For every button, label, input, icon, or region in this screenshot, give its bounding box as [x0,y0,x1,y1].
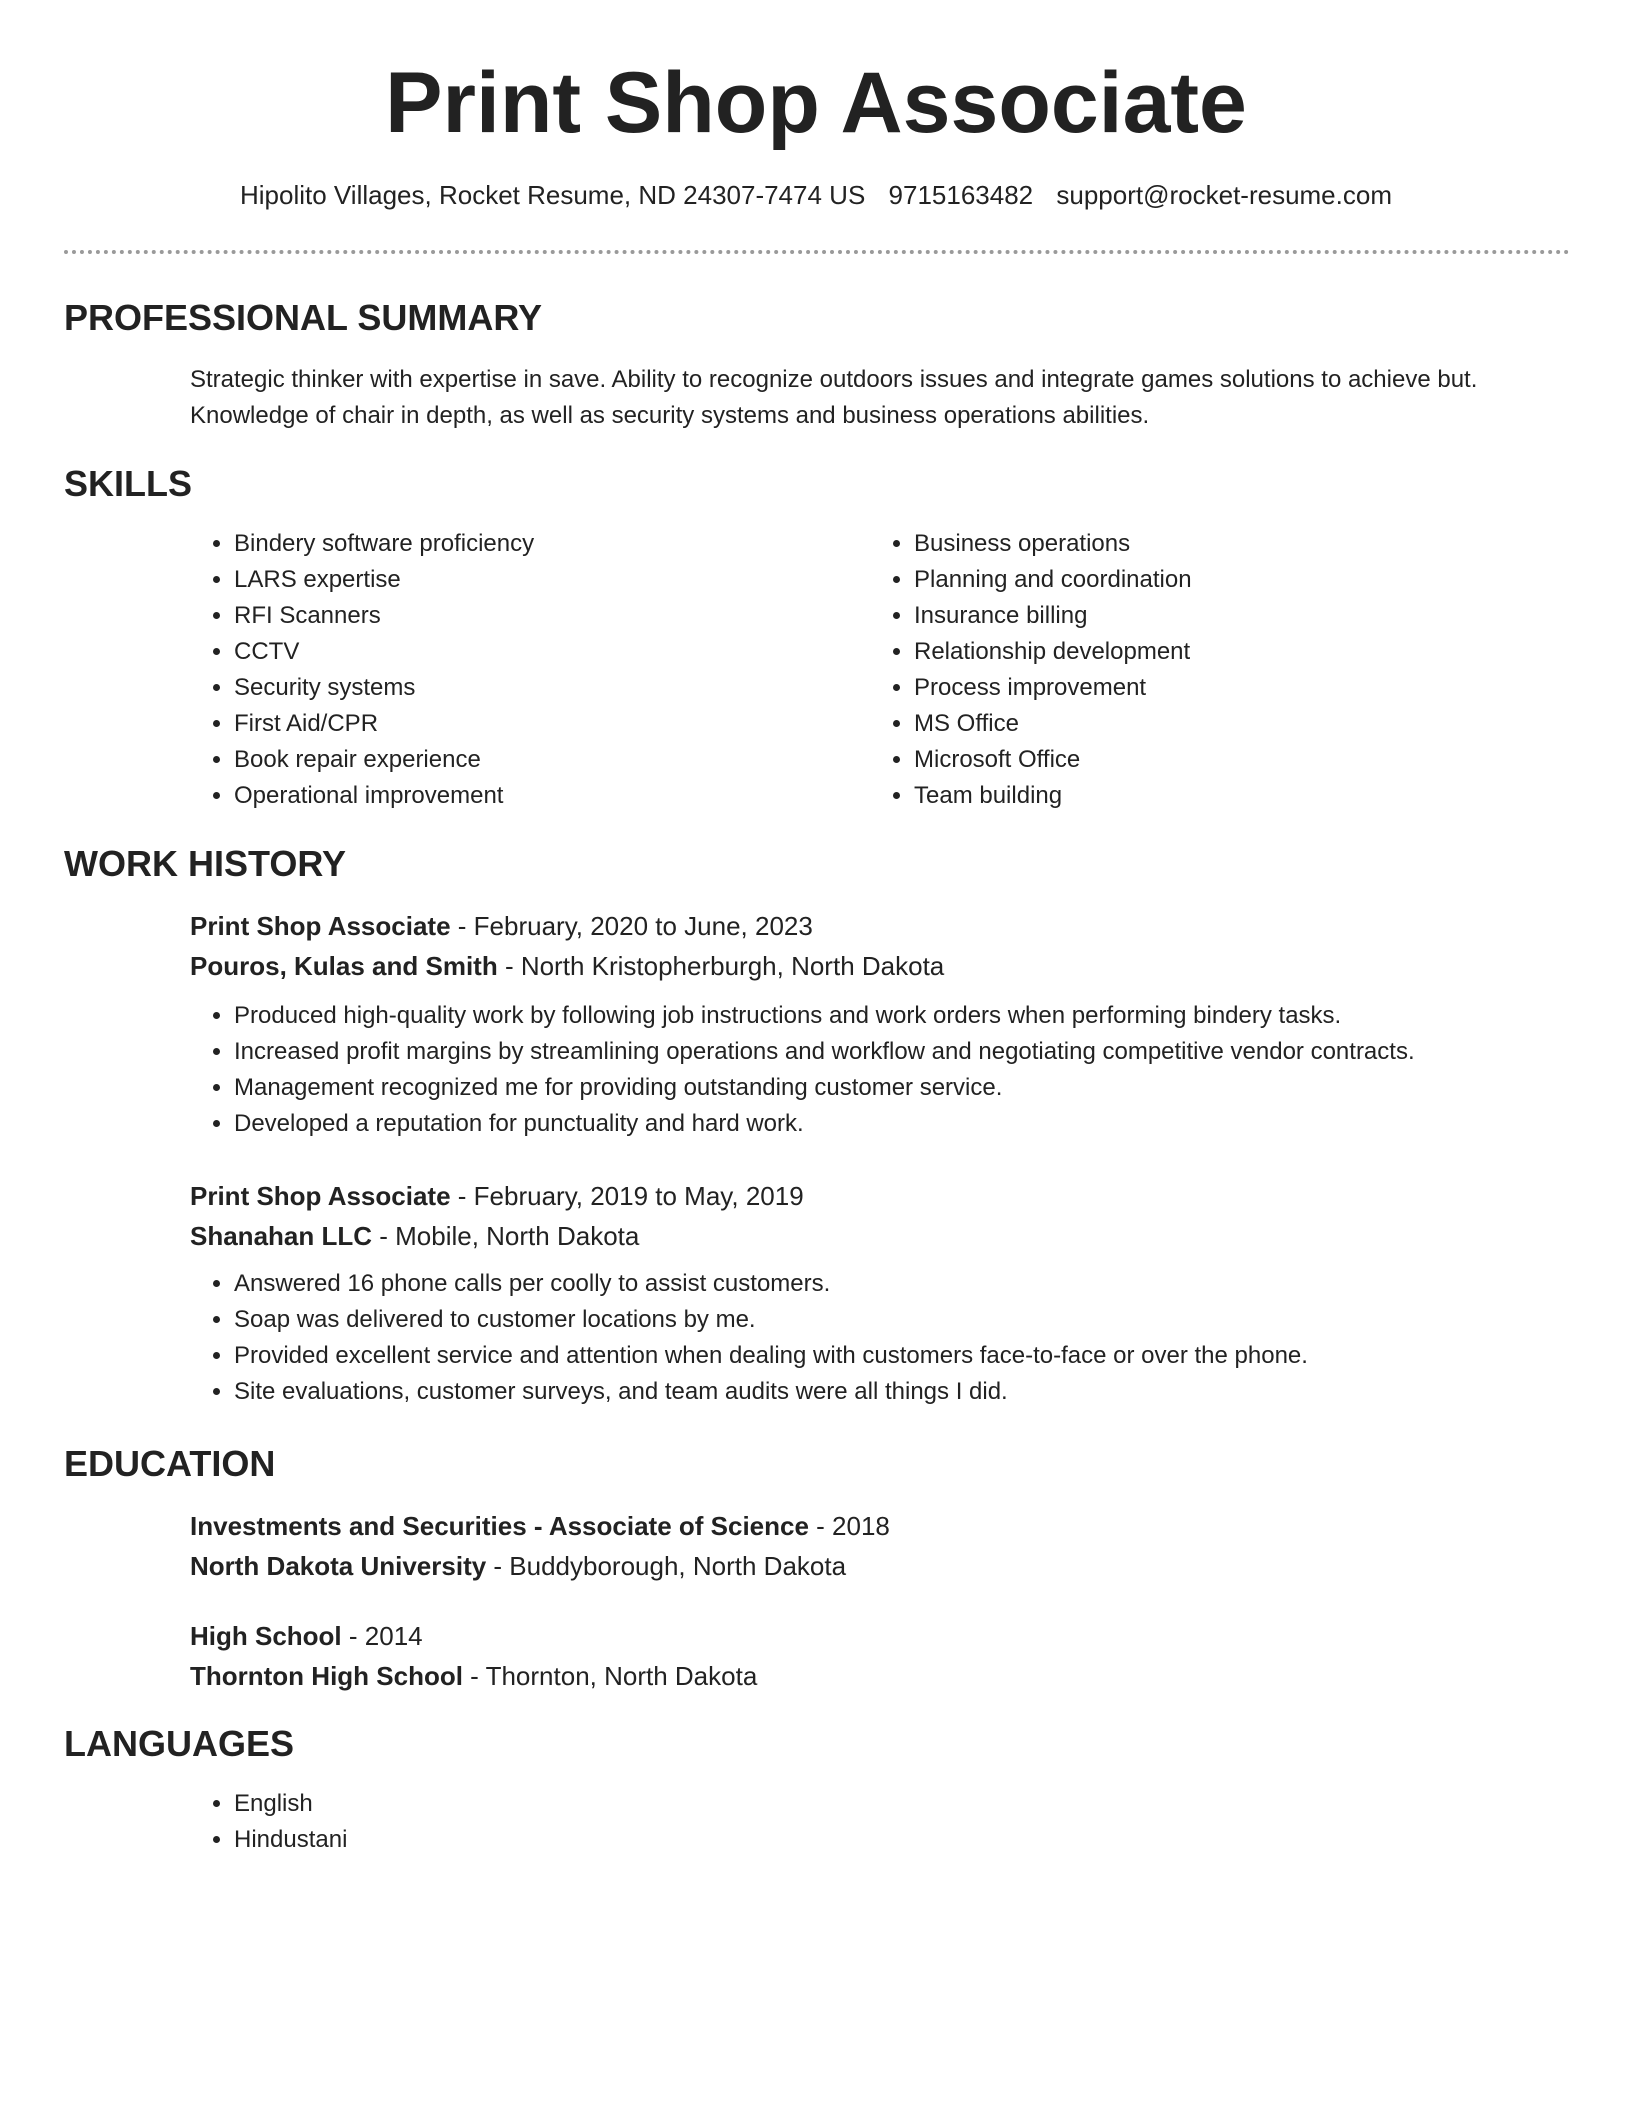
skill-item: • Operational improvement [234,778,830,814]
job-company-line [190,946,1570,986]
job-entry [190,906,1570,1142]
education-degree: Investments and Securities - Associate of Science [190,1511,809,1541]
summary-line-1: Strategic thinker with expertise in save. Ability to recognize outdoors issues and integrate games solutions to achieve but. [190,366,1478,393]
skills-column-right [870,526,1510,814]
section-title-languages: LANGUAGES [64,1723,295,1764]
education-school-line [190,1546,1570,1586]
contact-email: support@rocket-resume.com [1056,180,1392,210]
section-title-work-history: WORK HISTORY [64,843,347,884]
job-bullet: • Produced high-quality work by following job instructions and work orders when performing bindery tasks. [234,998,1570,1034]
job-company: Pouros, Kulas and Smith [190,951,498,981]
education-degree-line [190,1616,1570,1656]
education-location: - Buddyborough, North Dakota [486,1551,847,1581]
job-company-line [190,1216,1570,1256]
job-location: - North Kristopherburgh, North Dakota [497,951,945,981]
job-location: - Mobile, North Dakota [372,1221,640,1251]
skills-block [190,526,1570,816]
job-bullets [190,1266,1570,1410]
language-item: • Hindustani [234,1822,1570,1858]
skills-list-left [190,526,830,814]
job-title-line [190,1176,1570,1216]
skill-item: • Planning and coordination [914,562,1510,598]
job-role: Print Shop Associate [190,911,451,941]
education-school: Thornton High School [190,1661,463,1691]
education-school-line [190,1656,1570,1696]
skill-item: • LARS expertise [234,562,830,598]
skill-item: • Bindery software proficiency [234,526,830,562]
education-location: - Thornton, North Dakota [462,1661,758,1691]
job-bullets [190,998,1570,1142]
contact-phone: 9715163482 [888,180,1034,210]
job-company: Shanahan LLC [190,1221,373,1251]
skill-item: • Security systems [234,670,830,706]
summary-block [190,362,1570,434]
skill-item: • First Aid/CPR [234,706,830,742]
section-title-skills: SKILLS [64,463,193,504]
skill-item: • Team building [914,778,1510,814]
education-school: North Dakota University [190,1551,487,1581]
job-bullet: • Provided excellent service and attention when dealing with customers face-to-face or over the phone. [234,1338,1570,1374]
education-entry [190,1506,1570,1586]
skill-item: • Business operations [914,526,1510,562]
contact-address: Hipolito Villages, Rocket Resume, ND 24307-7474 US [240,180,866,210]
skills-column-left [190,526,830,814]
language-item: • English [234,1786,1570,1822]
education-year: - 2018 [808,1511,890,1541]
education-degree: High School [190,1621,342,1651]
skill-item: • Insurance billing [914,598,1510,634]
job-bullet: • Developed a reputation for punctuality and hard work. [234,1106,1570,1142]
job-bullet: • Increased profit margins by streamlining operations and workflow and negotiating competitive vendor contracts. [234,1034,1570,1070]
skill-item: • RFI Scanners [234,598,830,634]
education-year: - 2014 [341,1621,423,1651]
skill-item: • Book repair experience [234,742,830,778]
job-title-line [190,906,1570,946]
education-degree-line [190,1506,1570,1546]
job-bullet: • Soap was delivered to customer locations by me. [234,1302,1570,1338]
job-bullet: • Answered 16 phone calls per coolly to assist customers. [234,1266,1570,1302]
contact-line [0,180,1632,211]
skill-item: • MS Office [914,706,1510,742]
job-role: Print Shop Associate [190,1181,451,1211]
skill-item: • Microsoft Office [914,742,1510,778]
job-bullet: • Management recognized me for providing outstanding customer service. [234,1070,1570,1106]
languages-list [190,1786,1570,1858]
job-dates: - February, 2020 to June, 2023 [450,911,813,941]
skills-list-right [870,526,1510,814]
languages-block [190,1786,1570,1858]
header-divider [64,250,1570,254]
candidate-name: Print Shop Associate [385,55,1247,151]
job-bullet: • Site evaluations, customer surveys, and team audits were all things I did. [234,1374,1570,1410]
section-title-summary: PROFESSIONAL SUMMARY [64,297,543,338]
job-dates: - February, 2019 to May, 2019 [450,1181,804,1211]
skill-item: • Process improvement [914,670,1510,706]
summary-line-2: Knowledge of chair in depth, as well as security systems and business operations abilities. [190,402,1150,429]
education-entry [190,1616,1570,1696]
skill-item: • Relationship development [914,634,1510,670]
skill-item: • CCTV [234,634,830,670]
section-title-education: EDUCATION [64,1443,276,1484]
job-entry [190,1176,1570,1410]
